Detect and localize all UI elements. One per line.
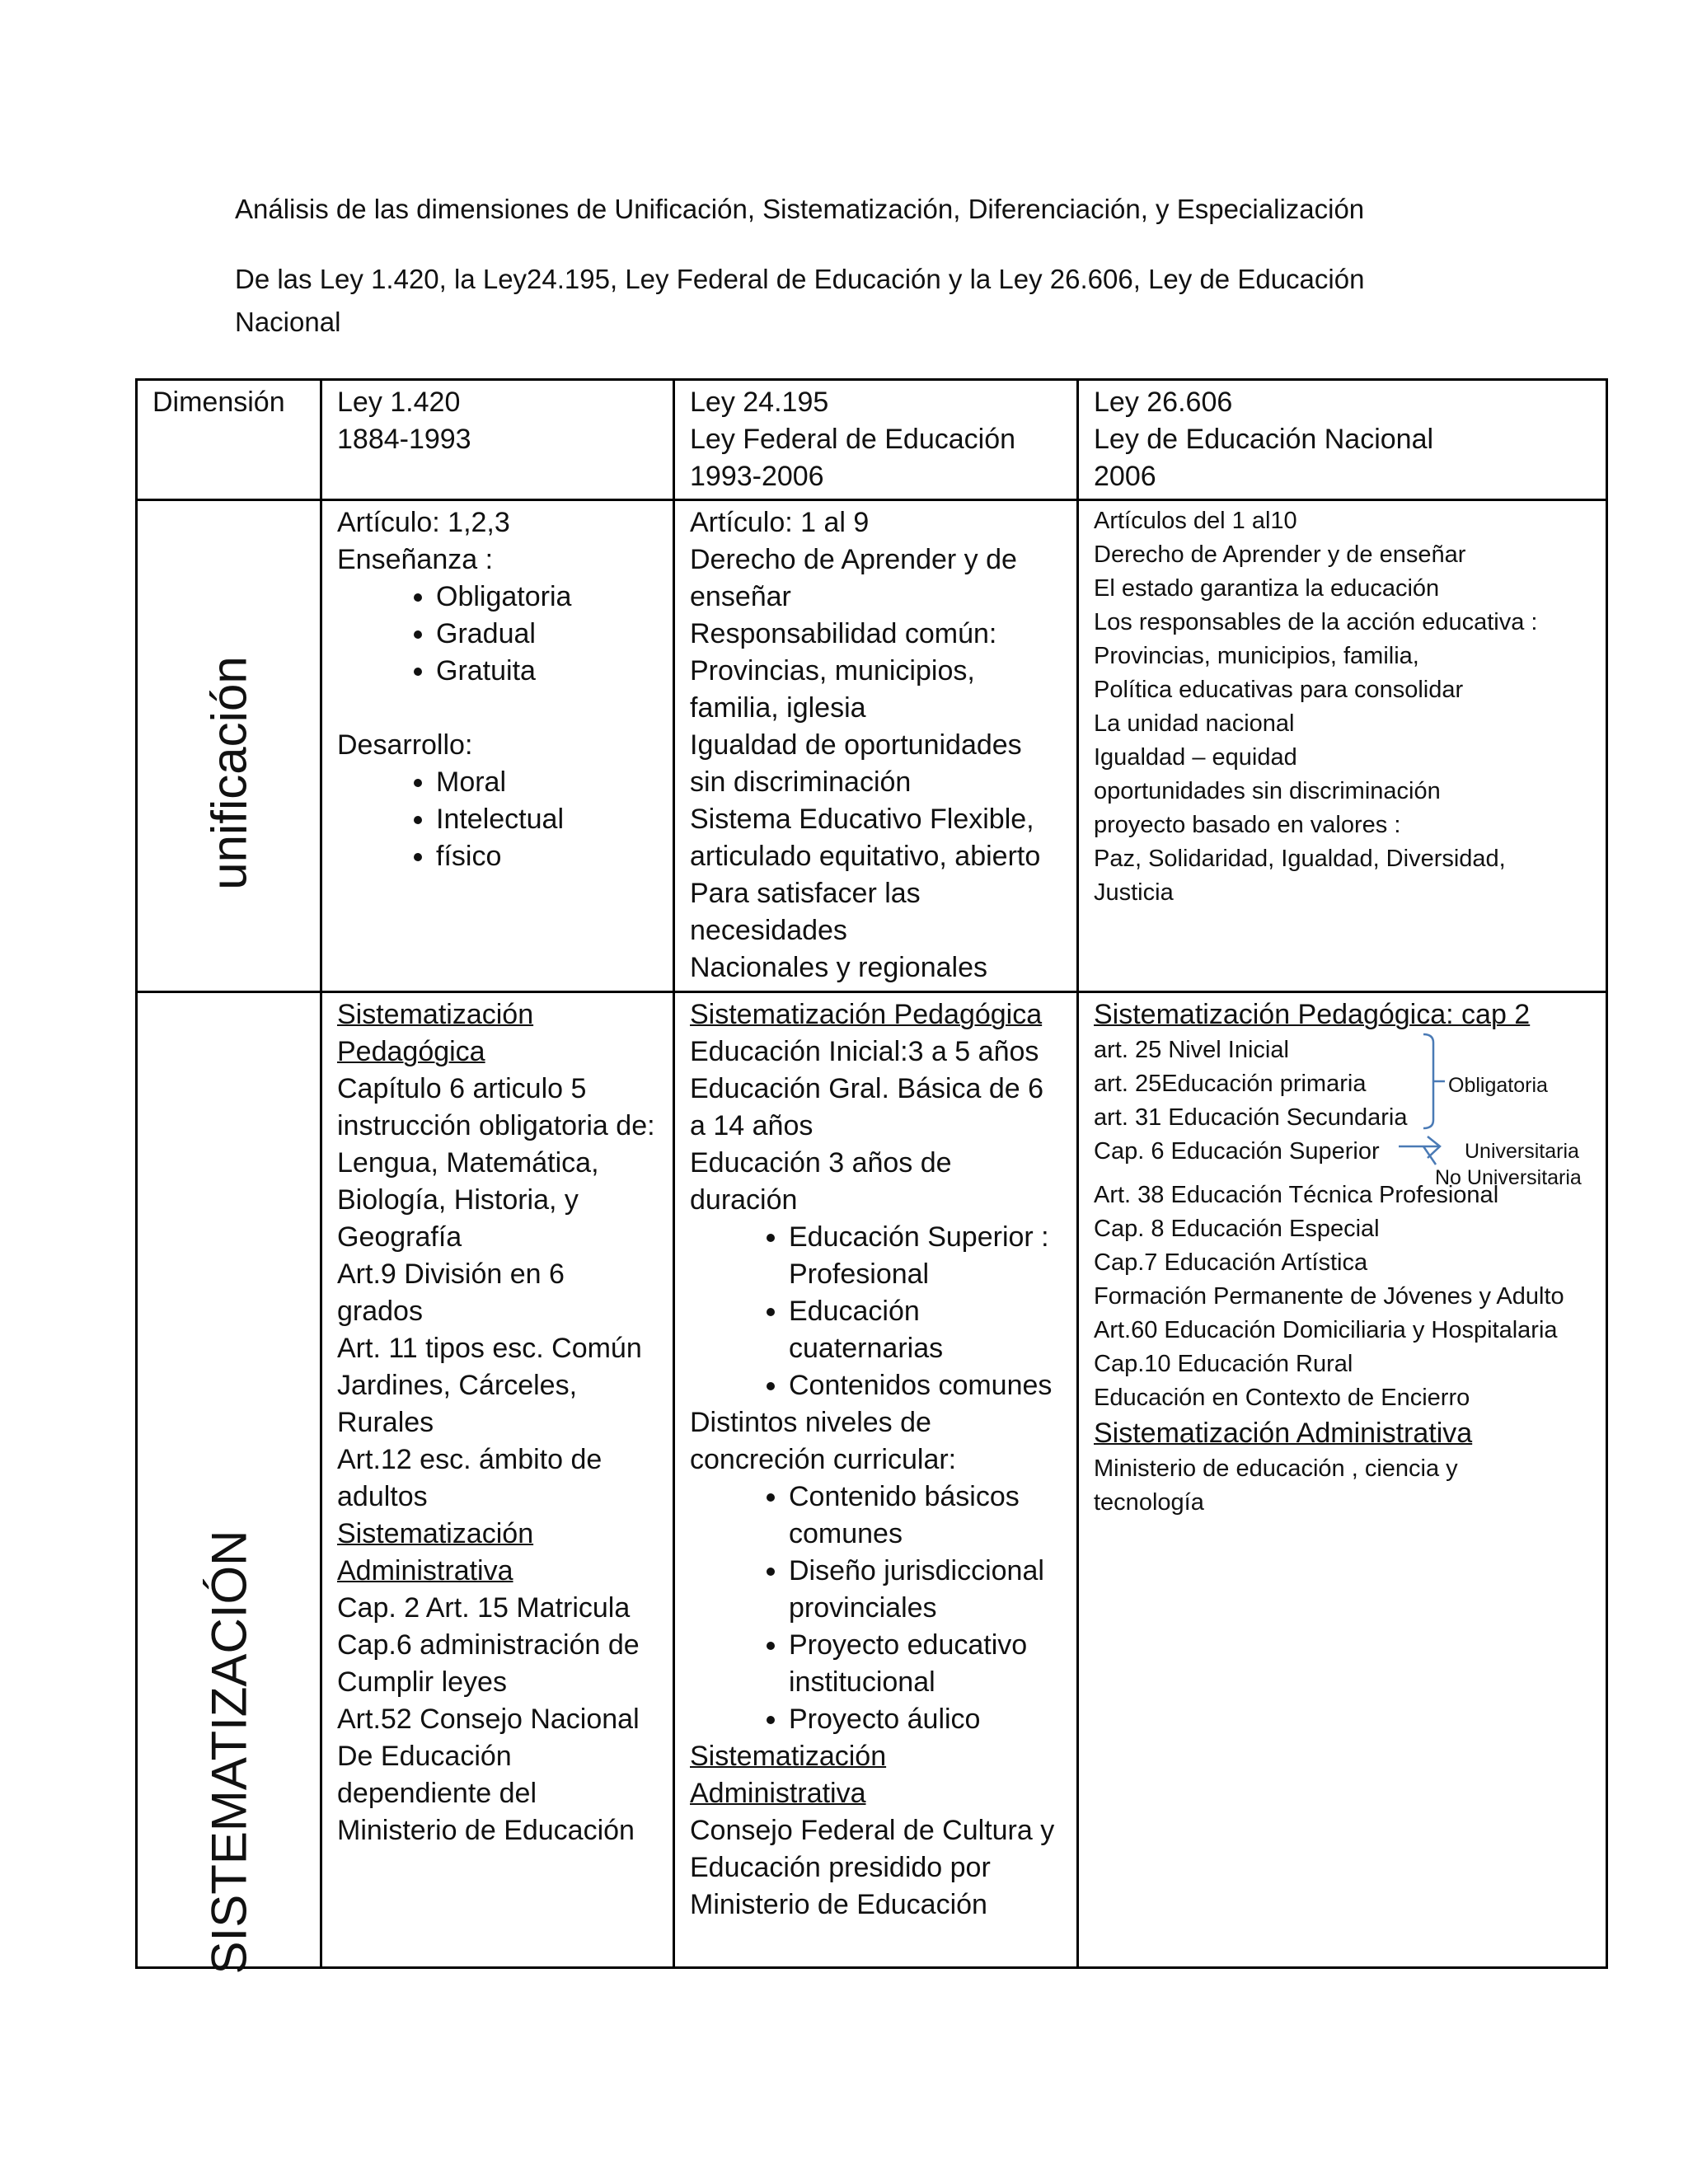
section-title: Sistematización Pedagógica (337, 999, 534, 1067)
list-item: • Contenido básicos comunes (789, 1479, 1062, 1553)
list-item: • Proyecto áulico (789, 1701, 1062, 1738)
row-unificacion (137, 500, 1607, 992)
ensenanza-list (337, 579, 658, 690)
section-title: Sistematización Pedagógica (690, 999, 1043, 1030)
header-row (137, 380, 1607, 500)
note-universitaria: Universitaria (1465, 1140, 1579, 1163)
comparison-table (135, 378, 1608, 1975)
header-ley-24195: Ley 24.195 Ley Federal de Educación 1993-2006 (674, 380, 1078, 500)
section-title: Sistematización Administrativa (337, 1518, 534, 1586)
list-item: • Gratuita (436, 653, 658, 690)
row-sistematizacion (137, 992, 1607, 1968)
list-item: • físico (436, 838, 658, 875)
document-subtitle: De las Ley 1.420, la Ley24.195, Ley Federal de Educación y la Ley 26.606, Ley de Educación Nacional (235, 264, 1365, 337)
section-title: Sistematización Pedagógica: cap 2 (1094, 999, 1531, 1030)
unificacion-ley-26606: Artículos del 1 al10 Derecho de Aprender y de enseñar El estado garantiza la educación Los responsables de la acción educativa : Provincias, municipios, familia, Política educativas para consolidar La unidad nacional Igualdad – equidad oportunidades sin discriminación proyecto basado en valores : Paz, Solidaridad, Igualdad, Diversidad, Justicia (1078, 500, 1607, 992)
sistematizacion-label: SISTEMATIZACIÓN (201, 1530, 256, 1975)
niveles-list-a (690, 1219, 1062, 1404)
unificacion-ley-24195: Artículo: 1 al 9 Derecho de Aprender y de enseñar Responsabilidad común: Provincias, municipios, familia, iglesia Igualdad de oportunidades sin discriminación Sistema Educativo Flexible, articulado equitativo, abierto Para satisfacer las necesidades Nacionales y regionales (674, 500, 1078, 992)
list-item: • Educación cuaternarias (789, 1293, 1062, 1367)
unificacion-label: unificación (201, 656, 256, 890)
desarrollo-list (337, 764, 658, 875)
note-no-universitaria: No Universitaria (1435, 1166, 1582, 1189)
header-ley-26606: Ley 26.606 Ley de Educación Nacional 2006 (1078, 380, 1607, 500)
header-ley-1420: Ley 1.420 1884-1993 (321, 380, 674, 500)
bracket-icon (1423, 1034, 1433, 1128)
header-dimension: Dimensión (137, 380, 321, 500)
list-item: • Proyecto educativo institucional (789, 1627, 1062, 1701)
list-item: • Moral (436, 764, 658, 801)
document-title: Análisis de las dimensiones de Unificación, Sistematización, Diferenciación, y Especialización (235, 194, 1365, 224)
sistematizacion-ley-1420: Sistematización Pedagógica Capítulo 6 articulo 5 instrucción obligatoria de: Lengua, Matemática, Biología, Historia, y Geografía Art.9 División en 6 grados Art. 11 tipos esc. Común Jardines, Cárceles, Rurales Art.12 esc. ámbito de adultos Sistematización Administrativa Cap. 2 Art. 15 Matricula Cap.6 administración de Cumplir leyes Art.52 Consejo Nacional De Educación dependiente del Ministerio de Educación (321, 992, 674, 1968)
unificacion-ley-1420: Artículo: 1,2,3 Enseñanza : • Obligatoria • Gradual • Gratuita Desarrollo: • Moral • Intelectual • físico (321, 500, 674, 992)
dimension-sistematizacion (137, 992, 321, 1975)
section-title: Sistematización Administrativa (1094, 1418, 1473, 1449)
section-title: Sistematización Administrativa (690, 1741, 887, 1809)
niveles-list-b (690, 1479, 1062, 1738)
note-obligatoria: Obligatoria (1448, 1074, 1548, 1097)
list-item: • Contenidos comunes (789, 1367, 1062, 1404)
list-item: • Diseño jurisdiccional provinciales (789, 1553, 1062, 1627)
arrow-down-icon (1423, 1146, 1436, 1165)
list-item: • Educación Superior : Profesional (789, 1219, 1062, 1293)
sistematizacion-ley-26606 (1078, 992, 1607, 1968)
list-item: • Intelectual (436, 801, 658, 838)
col3-content: Sistematización Pedagógica: cap 2 art. 25 Nivel Inicial art. 25Educación primaria art. 31 Educación Secundaria Cap. 6 Educación Superior Art. 38 Educación Técnica Profesional Cap. 8 Educación Especial Cap.7 Educación Artística Formación Permanente de Jóvenes y Adulto Art.60 Educación Domiciliaria y Hospitalaria Cap.10 Educación Rural Educación en Contexto de Encierro Sistematización Administrativa Ministerio de educación , ciencia y tecnología Obligatoria Universitaria No Universitaria (1094, 996, 1591, 1520)
list-item: • Gradual (436, 616, 658, 653)
list-item: • Obligatoria (436, 579, 658, 616)
dimension-unificacion (137, 500, 321, 992)
sistematizacion-ley-24195: Sistematización Pedagógica Educación Inicial:3 a 5 años Educación Gral. Básica de 6 a 14 años Educación 3 años de duración • Educación Superior : Profesional • Educación cuaternarias • Contenidos comunes Distintos niveles de concreción curricular: • Contenido básicos comunes • Diseño jurisdiccional provinciales • Proyecto educativo institucional • Proyecto áulico Sistematización Administrativa Consejo Federal de Cultura y Educación presidido por Ministerio de Educación (674, 992, 1078, 1968)
